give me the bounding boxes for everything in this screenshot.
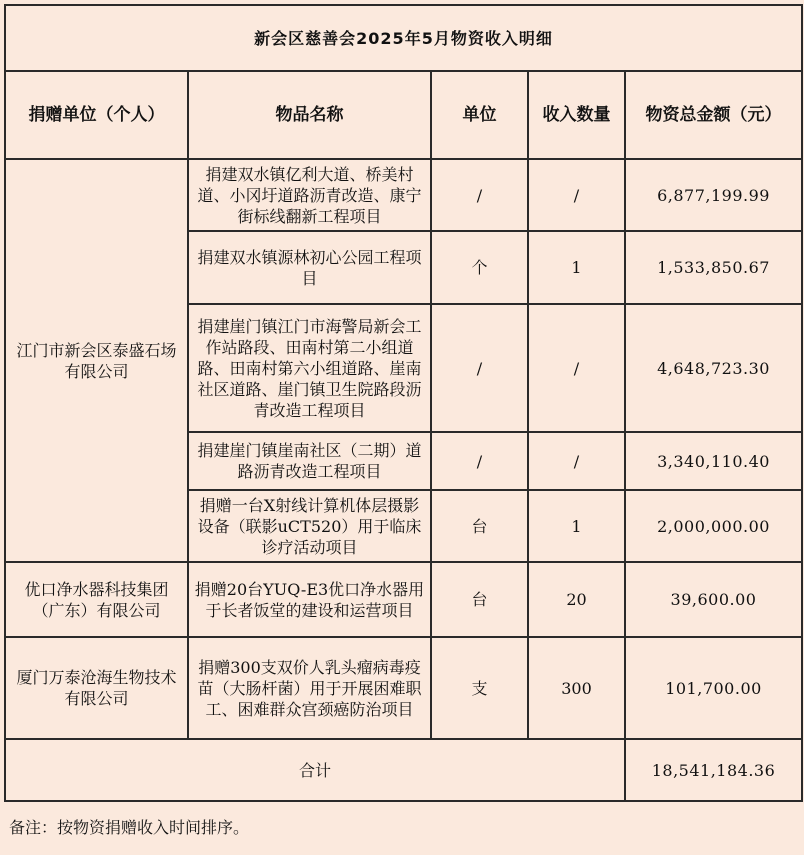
item-cell: 捐建双水镇亿利大道、桥美村道、小冈圩道路沥青改造、康宁街标线翻新工程项目 xyxy=(188,159,431,231)
qty-cell: 1 xyxy=(528,231,625,304)
amount-cell: 3,340,110.40 xyxy=(625,432,802,490)
unit-cell: / xyxy=(431,304,528,432)
table-row xyxy=(5,562,802,637)
qty-cell: / xyxy=(528,304,625,432)
qty-cell: 20 xyxy=(528,562,625,637)
unit-cell: 台 xyxy=(431,562,528,637)
item-cell: 捐建崖门镇崖南社区（二期）道路沥青改造工程项目 xyxy=(188,432,431,490)
total-label: 合计 xyxy=(5,739,625,801)
qty-cell: 300 xyxy=(528,637,625,739)
item-cell: 捐建双水镇源林初心公园工程项目 xyxy=(188,231,431,304)
amount-cell: 2,000,000.00 xyxy=(625,490,802,562)
table-row xyxy=(5,159,802,231)
amount-cell: 39,600.00 xyxy=(625,562,802,637)
unit-cell: / xyxy=(431,432,528,490)
header-donor: 捐赠单位（个人） xyxy=(5,71,188,159)
qty-cell: / xyxy=(528,159,625,231)
amount-cell: 1,533,850.67 xyxy=(625,231,802,304)
header-unit: 单位 xyxy=(431,71,528,159)
item-cell: 捐建崖门镇江门市海警局新会工作站路段、田南村第二小组道路、田南村第六小组道路、崖南社区道路、崖门镇卫生院路段沥青改造工程项目 xyxy=(188,304,431,432)
footnote: 备注：按物资捐赠收入时间排序。 xyxy=(9,817,250,837)
qty-cell: 1 xyxy=(528,490,625,562)
qty-cell: / xyxy=(528,432,625,490)
donor-cell: 江门市新会区泰盛石场有限公司 xyxy=(5,159,188,562)
amount-cell: 4,648,723.30 xyxy=(625,304,802,432)
unit-cell: 个 xyxy=(431,231,528,304)
item-cell: 捐赠一台X射线计算机体层摄影设备（联影uCT520）用于临床诊疗活动项目 xyxy=(188,490,431,562)
table-title: 新会区慈善会2025年5月物资收入明细 xyxy=(5,5,802,71)
header-qty: 收入数量 xyxy=(528,71,625,159)
item-cell: 捐赠20台YUQ-E3优口净水器用于长者饭堂的建设和运营项目 xyxy=(188,562,431,637)
header-item: 物品名称 xyxy=(188,71,431,159)
header-amount: 物资总金额（元） xyxy=(625,71,802,159)
donor-cell: 优口净水器科技集团（广东）有限公司 xyxy=(5,562,188,637)
donation-table xyxy=(4,4,803,852)
header-row xyxy=(5,71,802,159)
item-cell: 捐赠300支双价人乳头瘤病毒疫苗（大肠杆菌）用于开展困难职工、困难群众宫颈癌防治项目 xyxy=(188,637,431,739)
total-row xyxy=(5,739,802,801)
amount-cell: 6,877,199.99 xyxy=(625,159,802,231)
unit-cell: / xyxy=(431,159,528,231)
total-amount: 18,541,184.36 xyxy=(625,739,802,801)
unit-cell: 台 xyxy=(431,490,528,562)
amount-cell: 101,700.00 xyxy=(625,637,802,739)
table-row xyxy=(5,637,802,739)
donor-cell: 厦门万泰沧海生物技术有限公司 xyxy=(5,637,188,739)
unit-cell: 支 xyxy=(431,637,528,739)
